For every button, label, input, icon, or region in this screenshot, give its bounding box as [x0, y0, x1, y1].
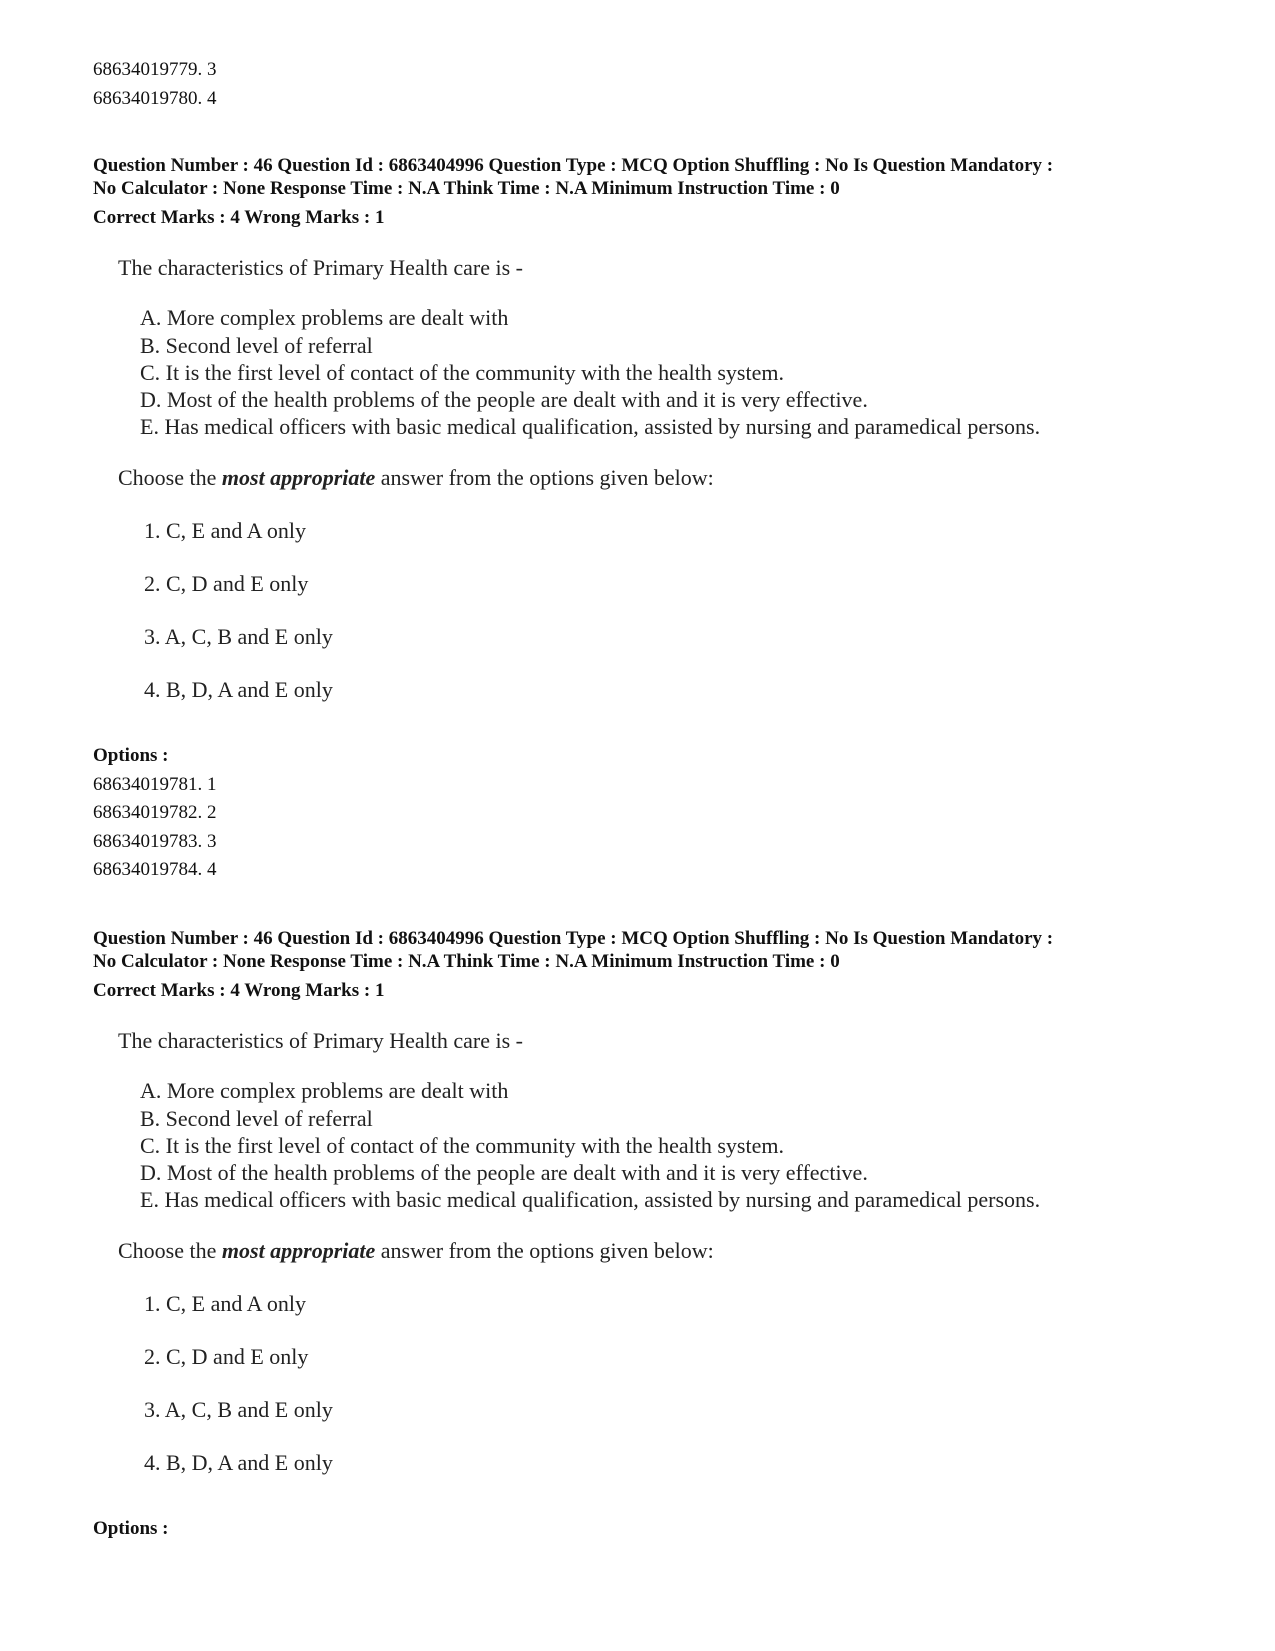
prev-option-4: 68634019780. 4: [93, 88, 217, 109]
question-marks: Correct Marks : 4 Wrong Marks : 1: [93, 980, 385, 1001]
choice-2: 2. C, D and E only: [144, 1344, 309, 1369]
statement-a: A. More complex problems are dealt with: [140, 305, 509, 330]
statement-d: D. Most of the health problems of the people are dealt with and it is very effective.: [140, 387, 868, 412]
choice-3: 3. A, C, B and E only: [144, 624, 333, 649]
options-label: Options :: [93, 1518, 169, 1539]
statement-c: C. It is the first level of contact of the community with the health system.: [140, 360, 784, 385]
choose-post: answer from the options given below:: [375, 1238, 714, 1263]
choose-post: answer from the options given below:: [375, 465, 714, 490]
choose-pre: Choose the: [118, 465, 222, 490]
statement-a: A. More complex problems are dealt with: [140, 1078, 509, 1103]
statement-b: B. Second level of referral: [140, 333, 373, 358]
question-marks: Correct Marks : 4 Wrong Marks : 1: [93, 207, 385, 228]
option-id-2: 68634019782. 2: [93, 802, 217, 823]
choose-instruction: [118, 1238, 714, 1264]
choice-1: 1. C, E and A only: [144, 518, 306, 543]
choose-emphasis: most appropriate: [221, 465, 376, 490]
question-meta-line-2: No Calculator : None Response Time : N.A Think Time : N.A Minimum Instruction Time : 0: [93, 178, 840, 199]
option-id-1: 68634019781. 1: [93, 774, 217, 795]
option-id-3: 68634019783. 3: [93, 831, 217, 852]
choice-3: 3. A, C, B and E only: [144, 1397, 333, 1422]
statement-c: C. It is the first level of contact of the community with the health system.: [140, 1133, 784, 1158]
statement-e: E. Has medical officers with basic medical qualification, assisted by nursing and paramedical persons.: [140, 414, 1041, 439]
choice-1: 1. C, E and A only: [144, 1291, 306, 1316]
choose-emphasis: most appropriate: [221, 1238, 376, 1263]
question-stem: The characteristics of Primary Health care is -: [118, 255, 523, 280]
choice-2: 2. C, D and E only: [144, 571, 309, 596]
option-id-4: 68634019784. 4: [93, 859, 217, 880]
choice-4: 4. B, D, A and E only: [144, 1450, 333, 1475]
choose-instruction: [118, 465, 714, 491]
question-stem: The characteristics of Primary Health care is -: [118, 1028, 523, 1053]
question-meta-line-1: Question Number : 46 Question Id : 6863404996 Question Type : MCQ Option Shuffling : No Is Question Mandatory :: [93, 155, 1054, 176]
statement-e: E. Has medical officers with basic medical qualification, assisted by nursing and paramedical persons.: [140, 1187, 1041, 1212]
choose-pre: Choose the: [118, 1238, 222, 1263]
statement-d: D. Most of the health problems of the people are dealt with and it is very effective.: [140, 1160, 868, 1185]
prev-option-3: 68634019779. 3: [93, 59, 217, 80]
statement-b: B. Second level of referral: [140, 1106, 373, 1131]
options-label: Options :: [93, 745, 169, 766]
question-meta-line-1: Question Number : 46 Question Id : 6863404996 Question Type : MCQ Option Shuffling : No Is Question Mandatory :: [93, 928, 1054, 949]
choice-4: 4. B, D, A and E only: [144, 677, 333, 702]
question-meta-line-2: No Calculator : None Response Time : N.A Think Time : N.A Minimum Instruction Time : 0: [93, 951, 840, 972]
